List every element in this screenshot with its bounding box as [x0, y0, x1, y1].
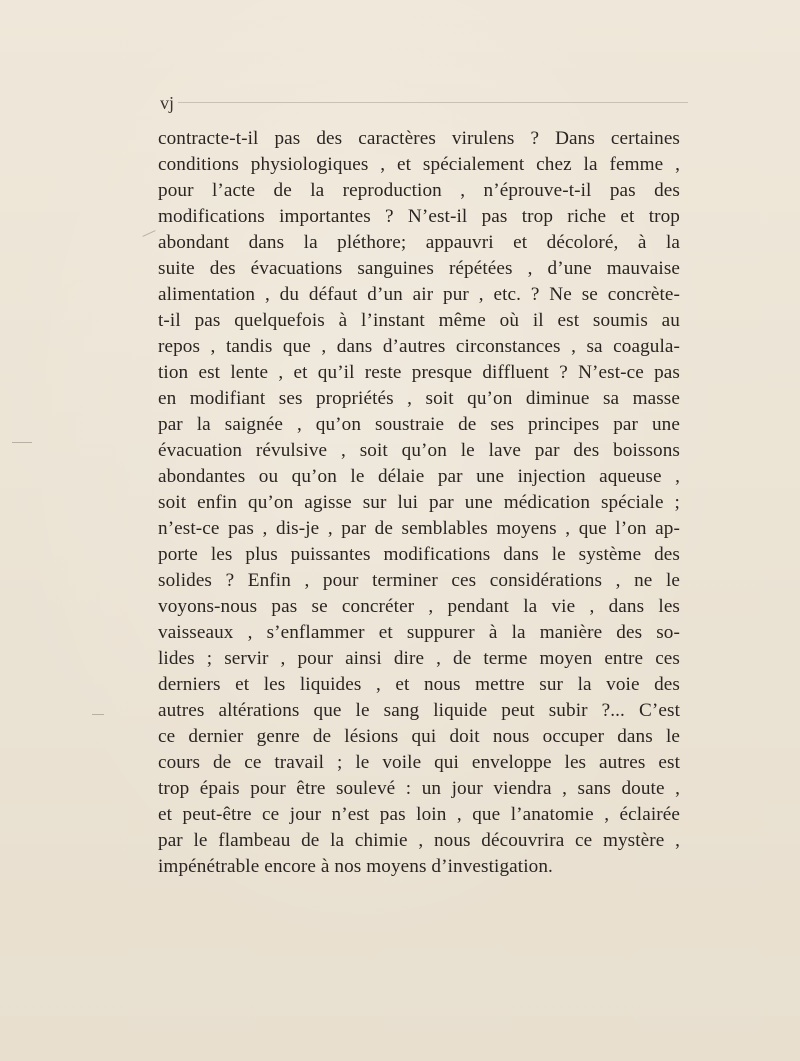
text-line: t-il pas quelquefois à l’instant même où il est soumis au: [158, 310, 680, 331]
margin-mark: [12, 442, 32, 443]
text-line: en modifiant ses propriétés , soit qu’on diminue sa masse: [158, 388, 680, 409]
text-line: ce dernier genre de lésions qui doit nous occuper dans le: [158, 726, 680, 747]
header-rule: [178, 102, 688, 103]
text-line: par le flambeau de la chimie , nous découvrira ce mystère ,: [158, 830, 680, 851]
text-line: n’est-ce pas , dis-je , par de semblables moyens , que l’on ap-: [158, 518, 680, 539]
text-line: voyons-nous pas se concréter , pendant la vie , dans les: [158, 596, 680, 617]
text-line: alimentation , du défaut d’un air pur , etc. ? Ne se concrète-: [158, 284, 680, 305]
text-line: abondant dans la pléthore; appauvri et décoloré, à la: [158, 232, 680, 253]
text-line: et peut-être ce jour n’est pas loin , que l’anatomie , éclairée: [158, 804, 680, 825]
body-text: [158, 126, 680, 880]
text-line: tion est lente , et qu’il reste presque diffluent ? N’est-ce pas: [158, 362, 680, 383]
margin-mark: [92, 714, 104, 715]
text-line: par la saignée , qu’on soustraie de ses principes par une: [158, 414, 680, 435]
text-line: trop épais pour être soulevé : un jour viendra , sans doute ,: [158, 778, 680, 799]
text-line: conditions physiologiques , et spécialement chez la femme ,: [158, 154, 680, 175]
text-line: évacuation révulsive , soit qu’on le lave par des boissons: [158, 440, 680, 461]
margin-mark: [142, 230, 155, 237]
text-line: soit enfin qu’on agisse sur lui par une médication spéciale ;: [158, 492, 680, 513]
text-line: pour l’acte de la reproduction , n’éprouve-t-il pas des: [158, 180, 680, 201]
text-line: cours de ce travail ; le voile qui enveloppe les autres est: [158, 752, 680, 773]
text-line: modifications importantes ? N’est-il pas trop riche et trop: [158, 206, 680, 227]
text-line: lides ; servir , pour ainsi dire , de terme moyen entre ces: [158, 648, 680, 669]
page-number: vj: [160, 93, 175, 113]
text-line: vaisseaux , s’enflammer et suppurer à la manière des so-: [158, 622, 680, 643]
text-line: suite des évacuations sanguines répétées , d’une mauvaise: [158, 258, 680, 279]
text-line: porte les plus puissantes modifications dans le système des: [158, 544, 680, 565]
text-line: derniers et les liquides , et nous mettre sur la voie des: [158, 674, 680, 695]
text-line: impénétrable encore à nos moyens d’investigation.: [158, 856, 553, 877]
text-line: abondantes ou qu’on le délaie par une injection aqueuse ,: [158, 466, 680, 487]
text-line: autres altérations que le sang liquide peut subir ?... C’est: [158, 700, 680, 721]
text-line: contracte-t-il pas des caractères virulens ? Dans certaines: [158, 128, 680, 149]
text-line: repos , tandis que , dans d’autres circonstances , sa coagula-: [158, 336, 680, 357]
text-line: solides ? Enfin , pour terminer ces considérations , ne le: [158, 570, 680, 591]
